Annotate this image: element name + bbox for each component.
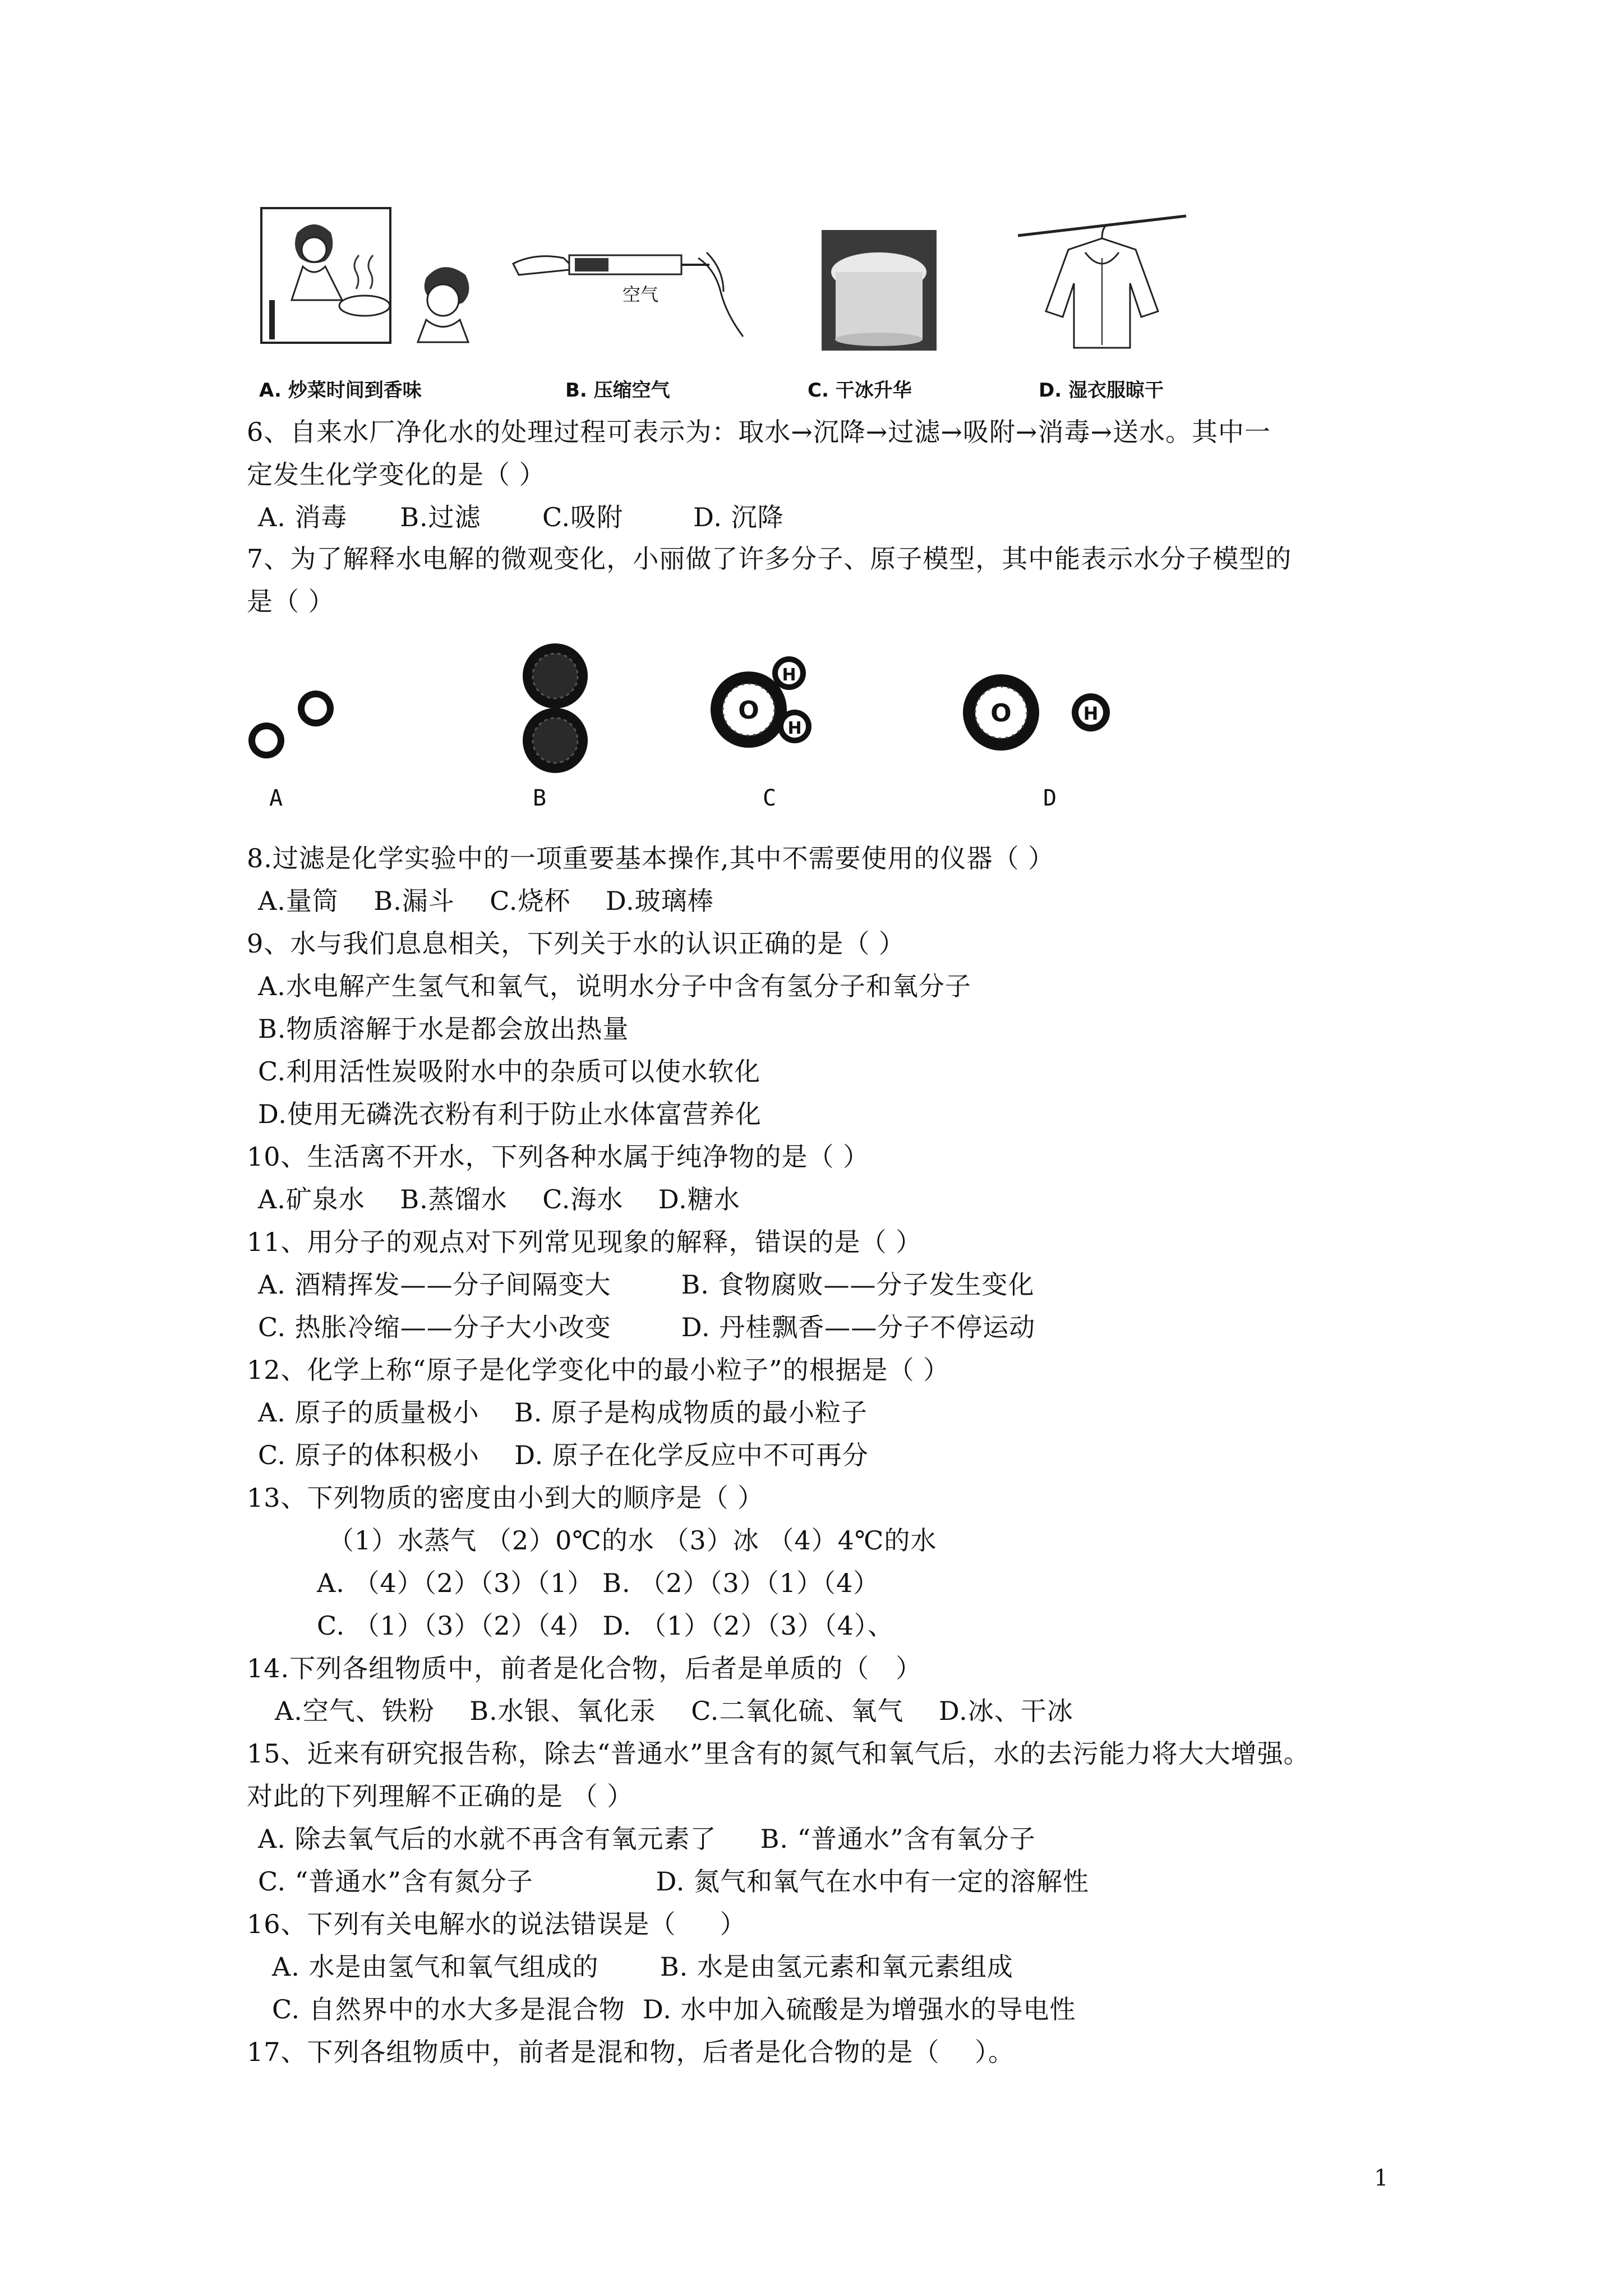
dry-ice-photo [822,230,937,351]
model-label-a: A [269,785,283,811]
model-d-hydrogen-letter: H [1083,703,1099,724]
q13-options-ab: A. （4）（2）（3）（1） B. （2）（3）（1）（4） [317,1568,880,1598]
model-c-hydrogen-letter-2: H [787,719,802,738]
q11-stem: 11、用分子的观点对下列常见现象的解释，错误的是（ ） [247,1227,923,1257]
q6-stem-line1: 6、自来水厂净化水的处理过程可表示为：取水→沉降→过滤→吸附→消毒→送水。其中一 [247,417,1271,447]
q16-options-cd: C. 自然界中的水大多是混合物 D. 水中加入硫酸是为增强水的导电性 [272,1994,1076,2024]
q11-options-ab: A. 酒精挥发——分子间隔变大 B. 食物腐败——分子发生变化 [258,1269,1035,1300]
syringe-air-label: 空气 [623,284,659,305]
q9-stem: 9、水与我们息息相关，下列关于水的认识正确的是（ ） [247,928,905,959]
q15-options-cd: C. “普通水”含有氮分子 D. 氮气和氧气在水中有一定的溶解性 [258,1866,1090,1897]
q9-option-b: B.物质溶解于水是都会放出热量 [258,1014,629,1044]
caption-a-cooking-smell: A. 炒菜时间到香味 [259,379,422,402]
q9-option-d: D.使用无磷洗衣粉有利于防止水体富营养化 [258,1099,762,1129]
q10-options: A.矿泉水 B.蒸馏水 C.海水 D.糖水 [258,1184,740,1214]
caption-d-clothes-dry: D. 湿衣服晾干 [1039,379,1164,402]
q8-stem: 8.过滤是化学实验中的一项重要基本操作,其中不需要使用的仪器（ ） [247,843,1055,873]
q16-stem: 16、下列有关电解水的说法错误是（ ） [247,1909,746,1939]
q15-stem-line2: 对此的下列理解不正确的是 （ ） [247,1781,634,1811]
wet-clothes-illustration [1018,210,1192,353]
q9-option-a: A.水电解产生氢气和氧气，说明水分子中含有氢分子和氧分子 [258,971,971,1001]
model-label-b: B [533,785,547,811]
molecule-model-b [508,639,603,780]
q12-stem: 12、化学上称“原子是化学变化中的最小粒子”的根据是（ ） [247,1355,950,1385]
q14-stem: 14.下列各组物质中，前者是化合物，后者是单质的（ ） [247,1653,923,1683]
q6-stem-line2: 定发生化学变化的是（ ） [247,459,546,490]
q7-stem-line1: 7、为了解释水电解的微观变化，小丽做了许多分子、原子模型，其中能表示水分子模型的 [247,544,1292,574]
molecule-model-a [244,682,345,766]
model-d-oxygen-letter: O [990,699,1012,728]
cooking-illustration [258,205,516,351]
caption-b-compress-air: B. 压缩空气 [565,379,670,402]
q12-options-cd: C. 原子的体积极小 D. 原子在化学反应中不可再分 [258,1440,869,1470]
q9-option-c: C.利用活性炭吸附水中的杂质可以使水软化 [258,1056,761,1087]
caption-c-dry-ice: C. 干冰升华 [808,379,912,402]
q13-items: （1）水蒸气 （2）0℃的水 （3）冰 （4）4℃的水 [328,1525,937,1556]
model-label-d: D [1043,785,1057,811]
q13-stem: 13、下列物质的密度由小到大的顺序是（ ） [247,1483,764,1513]
q15-stem-line1: 15、近来有研究报告称，除去“普通水”里含有的氮气和氧气后，水的去污能力将大大增强。 [247,1738,1310,1769]
q13-options-cd: C. （1）（3）（2）（4） D. （1）（2）（3）（4）、 [317,1611,895,1641]
q16-options-ab: A. 水是由氢气和氧气组成的 B. 水是由氢元素和氧元素组成 [272,1952,1013,1982]
q12-options-ab: A. 原子的质量极小 B. 原子是构成物质的最小粒子 [258,1397,868,1428]
q10-stem: 10、生活离不开水，下列各种水属于纯净物的是（ ） [247,1142,870,1172]
model-c-hydrogen-letter-1: H [782,665,796,685]
molecule-model-d [956,665,1124,760]
molecule-model-c [704,648,827,760]
page-number: 1 [1374,2165,1389,2191]
q7-stem-line2: 是（ ） [247,586,335,616]
q15-options-ab: A. 除去氧气后的水就不再含有氧元素了 B. “普通水”含有氧分子 [258,1824,1036,1854]
q11-options-cd: C. 热胀冷缩——分子大小改变 D. 丹桂飘香——分子不停运动 [258,1312,1036,1342]
q8-options: A.量筒 B.漏斗 C.烧杯 D.玻璃棒 [258,886,714,916]
q17-stem: 17、下列各组物质中，前者是混和物，后者是化合物的是（ ）。 [247,2037,1015,2067]
model-label-c: C [763,785,777,811]
model-c-oxygen-letter: O [738,696,759,725]
q14-options: A.空气、铁粉 B.水银、氧化汞 C.二氧化硫、氧气 D.冰、干冰 [275,1696,1073,1726]
q6-options: A. 消毒 B.过滤 C.吸附 D. 沉降 [258,502,784,532]
